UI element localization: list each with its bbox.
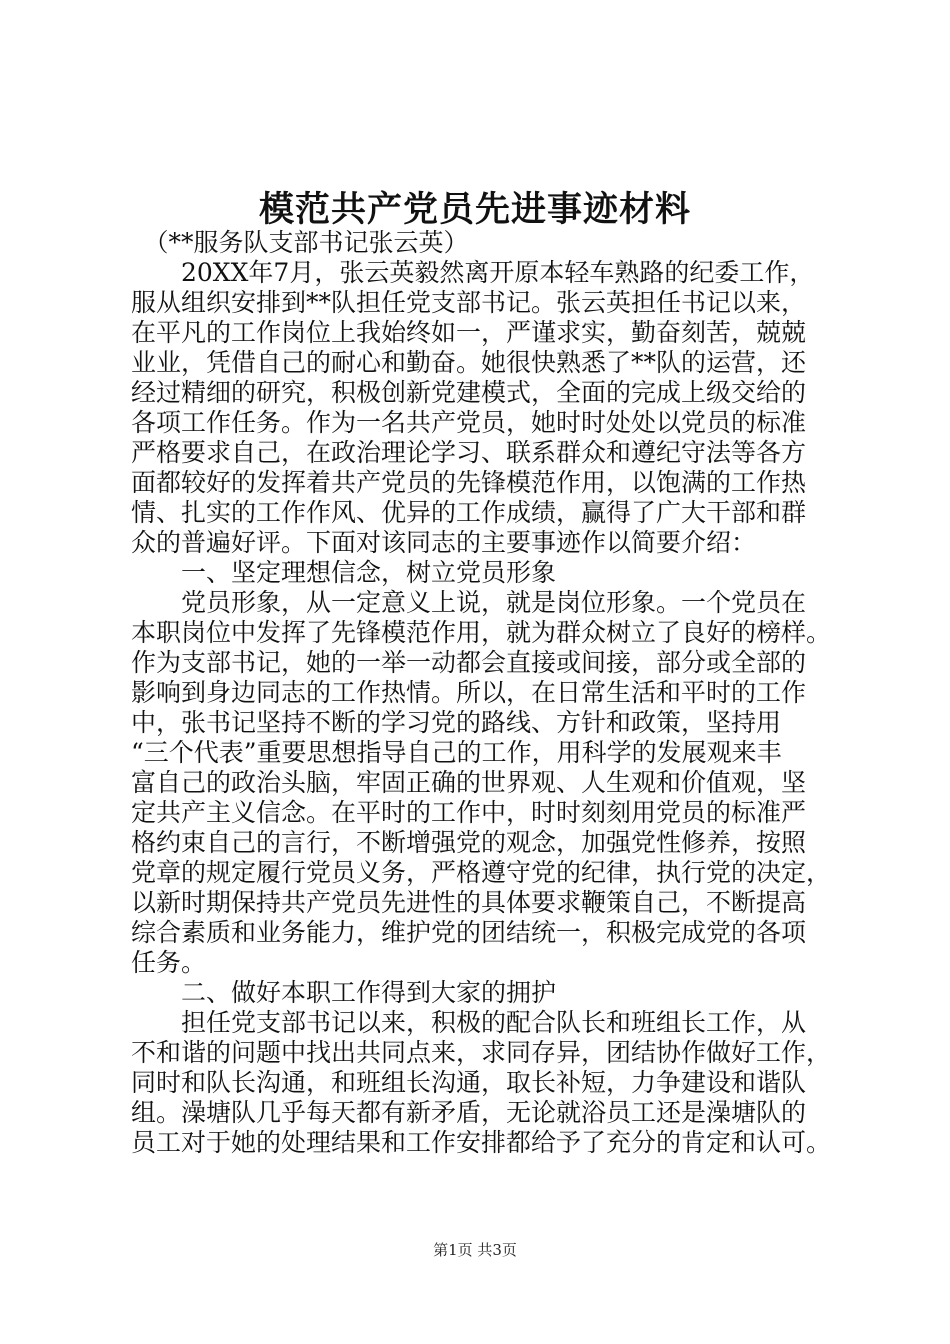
body-line: 经过精细的研究，积极创新党建模式，全面的完成上级交给的	[131, 378, 807, 407]
body-line: 众的普遍好评。下面对该同志的主要事迹作以简要介绍：	[131, 528, 757, 557]
section-heading: 一、坚定理想信念，树立党员形象	[131, 558, 557, 587]
document-body	[131, 228, 831, 1158]
body-line: 各项工作任务。作为一名共产党员，她时时处处以党员的标准	[131, 408, 807, 437]
body-line: 面都较好的发挥着共产党员的先锋模范作用，以饱满的工作热	[131, 468, 807, 497]
body-line: 定共产主义信念。在平时的工作中，时时刻刻用党员的标准严	[131, 798, 807, 827]
document-title: 模范共产党员先进事迹材料	[258, 189, 691, 230]
body-line: 本职岗位中发挥了先锋模范作用，就为群众树立了良好的榜样。	[131, 618, 832, 647]
body-line: 综合素质和业务能力，维护党的团结统一，积极完成党的各项	[131, 918, 807, 947]
body-line: 员工对于她的处理结果和工作安排都给予了充分的肯定和认可。	[131, 1128, 832, 1157]
body-line: 任务。	[131, 948, 207, 977]
body-line: 严格要求自己，在政治理论学习、联系群众和遵纪守法等各方	[131, 438, 807, 467]
body-line: （**服务队支部书记张云英）	[131, 228, 469, 257]
body-line: 党章的规定履行党员义务，严格遵守党的纪律，执行党的决定，	[131, 858, 832, 887]
body-line: 作为支部书记，她的一举一动都会直接或间接，部分或全部的	[131, 648, 807, 677]
page-number: 第1页 共3页	[433, 1241, 517, 1259]
body-line: 情、扎实的工作作风、优异的工作成绩，赢得了广大干部和群	[131, 498, 807, 527]
body-line: 20XX年7月，张云英毅然离开原本轻车熟路的纪委工作，	[131, 258, 815, 287]
body-line: 以新时期保持共产党员先进性的具体要求鞭策自己，不断提高	[131, 888, 807, 917]
body-line: 富自己的政治头脑，牢固正确的世界观、人生观和价值观，坚	[131, 768, 807, 797]
body-line: 党员形象，从一定意义上说，就是岗位形象。一个党员在	[131, 588, 807, 617]
section-heading: 二、做好本职工作得到大家的拥护	[131, 978, 557, 1007]
body-line: 担任党支部书记以来，积极的配合队长和班组长工作，从	[131, 1008, 807, 1037]
body-line: 同时和队长沟通，和班组长沟通，取长补短，力争建设和谐队	[131, 1068, 807, 1097]
body-line: 业业，凭借自己的耐心和勤奋。她很快熟悉了**队的运营，还	[131, 348, 807, 377]
body-line: 中，张书记坚持不断的学习党的路线、方针和政策，坚持用	[131, 708, 782, 737]
body-line: 组。澡塘队几乎每天都有新矛盾，无论就浴员工还是澡塘队的	[131, 1098, 807, 1127]
body-line: 影响到身边同志的工作热情。所以，在日常生活和平时的工作	[131, 678, 807, 707]
body-line: 格约束自己的言行，不断增强党的观念，加强党性修养，按照	[131, 828, 807, 857]
body-line: 服从组织安排到**队担任党支部书记。张云英担任书记以来，	[131, 288, 807, 317]
body-line: 在平凡的工作岗位上我始终如一，严谨求实，勤奋刻苦，兢兢	[131, 318, 807, 347]
body-line: “三个代表”重要思想指导自己的工作，用科学的发展观来丰	[131, 738, 782, 767]
body-line: 不和谐的问题中找出共同点来，求同存异，团结协作做好工作，	[131, 1038, 832, 1067]
